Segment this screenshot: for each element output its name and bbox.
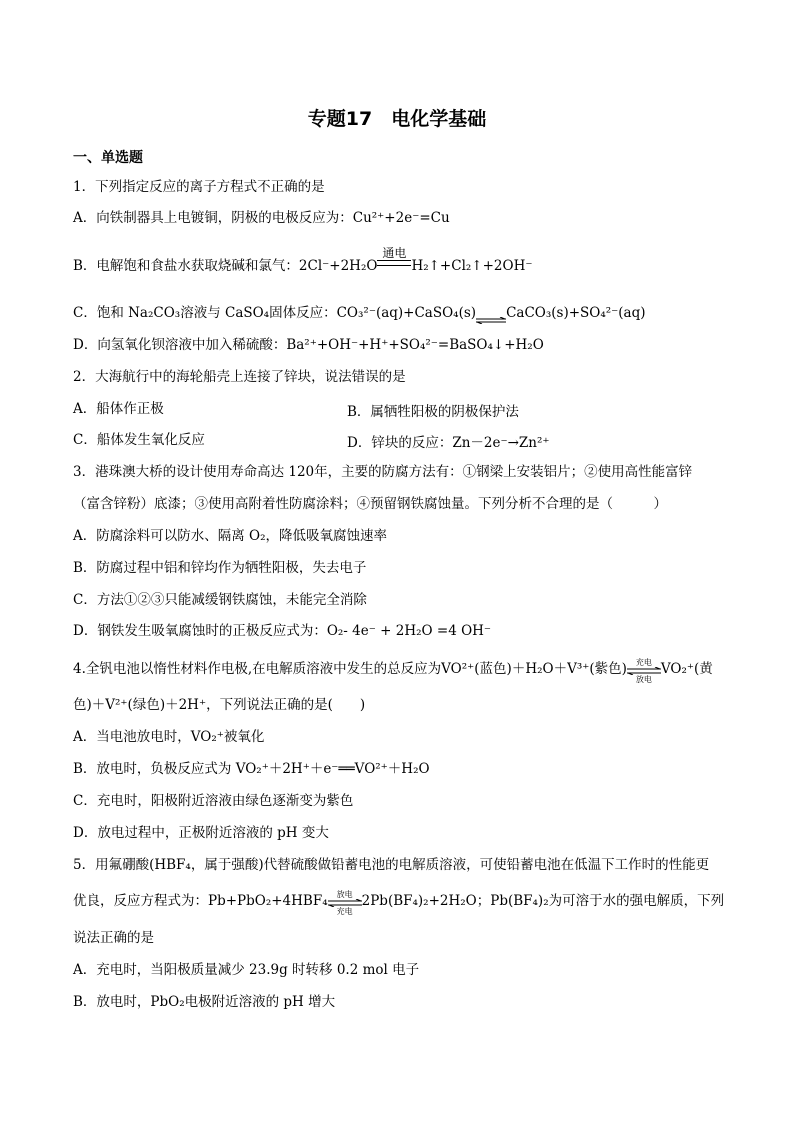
electrolysis-sign [377, 246, 411, 270]
arrow-top-label: 放电 [336, 889, 353, 899]
q1-option-b-right: H₂↑+Cl₂↑+2OH⁻ [411, 258, 533, 274]
equilibrium-arrow-icon [476, 311, 506, 317]
q1-option-a: A．向铁制器具上电镀铜，阴极的电极反应为：Cu²⁺+2e⁻=Cu [73, 210, 450, 226]
q3-stem-line1: 3．港珠澳大桥的设计使用寿命高达 120年，主要的防腐方法有：①钢梁上安装铝片；②使用高性能富锌 [73, 464, 693, 480]
q3-option-c: C．方法①②③只能减缓钢铁腐蚀，未能完全消除 [73, 592, 367, 608]
q1-option-c [73, 304, 646, 322]
q3-option-a: A．防腐涂料可以防水、隔离 O₂，降低吸氧腐蚀速率 [73, 528, 388, 544]
q2-stem: 2．大海航行中的海轮船壳上连接了锌块，说法错误的是 [73, 369, 406, 385]
q2-option-d: D．锌块的反应：Zn－2e⁻→Zn²⁺ [347, 435, 550, 451]
q5-stem-line2-right: 2Pb(BF₄)₂+2H₂O；Pb(BF₄)₂为可溶于水的强电解质，下列 [361, 893, 725, 909]
q5-option-b: B．放电时，PbO₂电极附近溶液的 pH 增大 [73, 994, 336, 1010]
q4-option-a: A．当电池放电时，VO₂⁺被氧化 [73, 729, 265, 745]
q1-option-b-left: B．电解饱和食盐水获取烧碱和氯气：2Cl⁻+2H₂O [73, 258, 378, 274]
q5-stem-line1: 5．用氟硼酸(HBF₄，属于强酸)代替硫酸做铅蓄电池的电解质溶液，可使铅蓄电池在低温下工作时的性能更 [73, 857, 710, 873]
arrow-bottom-label: 放电 [635, 674, 652, 684]
electrolysis-bar-icon [377, 265, 411, 266]
section-heading: 一、单选题 [73, 150, 143, 166]
q3-option-b: B．防腐过程中铝和锌均作为牺牲阳极，失去电子 [73, 560, 367, 576]
reversible-arrow-icon [627, 657, 661, 684]
q5-option-a: A．充电时，当阳极质量减少 23.9g 时转移 0.2 mol 电子 [73, 962, 420, 978]
page-title: 专题17 电化学基础 [307, 108, 487, 130]
q1-option-c-right: CaCO₃(s)+SO₄²⁻(aq) [506, 305, 646, 321]
electrolysis-label: 通电 [382, 246, 407, 260]
q4-stem-line2: 色)＋V²⁺(绿色)＋2H⁺，下列说法正确的是( ) [73, 697, 366, 713]
reversible-arrow-icon [328, 889, 362, 916]
arrow-bottom-label: 充电 [336, 906, 353, 916]
q5-stem-line2 [73, 889, 725, 916]
q2-option-a: A．船体作正极 [73, 401, 164, 417]
q1-option-b [73, 246, 533, 275]
q4-stem-line1 [73, 657, 713, 684]
q3-option-d: D．钢铁发生吸氧腐蚀时的正极反应式为：O₂- 4e⁻ + 2H₂O =4 OH⁻ [73, 623, 492, 639]
q4-option-d: D．放电过程中，正极附近溶液的 pH 变大 [73, 825, 329, 841]
q1-option-c-left: C．饱和 Na₂CO₃溶液与 CaSO₄固体反应：CO₃²⁻(aq)+CaSO₄(s) [73, 305, 477, 321]
q4-stem-line1-left: 4.全钒电池以惰性材料作电极,在电解质溶液中发生的总反应为VO²⁺(蓝色)＋H₂O＋V³⁺(紫色) [73, 661, 627, 677]
arrow-top-label: 充电 [635, 657, 652, 667]
q4-option-b: B．放电时，负极反应式为 VO₂⁺＋2H⁺＋e⁻══VO²⁺＋H₂O [73, 761, 430, 777]
q1-option-d: D．向氢氧化钡溶液中加入稀硫酸：Ba²⁺+OH⁻+H⁺+SO₄²⁻=BaSO₄↓+H₂O [73, 337, 544, 353]
q2-option-c: C．船体发生氧化反应 [73, 432, 205, 448]
q3-stem-line2: （富含锌粉）底漆；③使用高附着性防腐涂料；④预留钢铁腐蚀量。下列分析不合理的是（ ） [73, 496, 667, 512]
q5-stem-line2-left: 优良，反应方程式为：Pb+PbO₂+4HBF₄ [73, 893, 328, 909]
q1-stem: 1．下列指定反应的离子方程式不正确的是 [73, 179, 325, 195]
q4-stem-line1-right: VO₂⁺(黄 [660, 661, 713, 677]
q2-option-b: B．属牺牲阳极的阴极保护法 [347, 404, 519, 420]
q5-stem-line3: 说法正确的是 [73, 930, 154, 946]
q4-option-c: C．充电时，阳极附近溶液由绿色逐渐变为紫色 [73, 793, 354, 809]
